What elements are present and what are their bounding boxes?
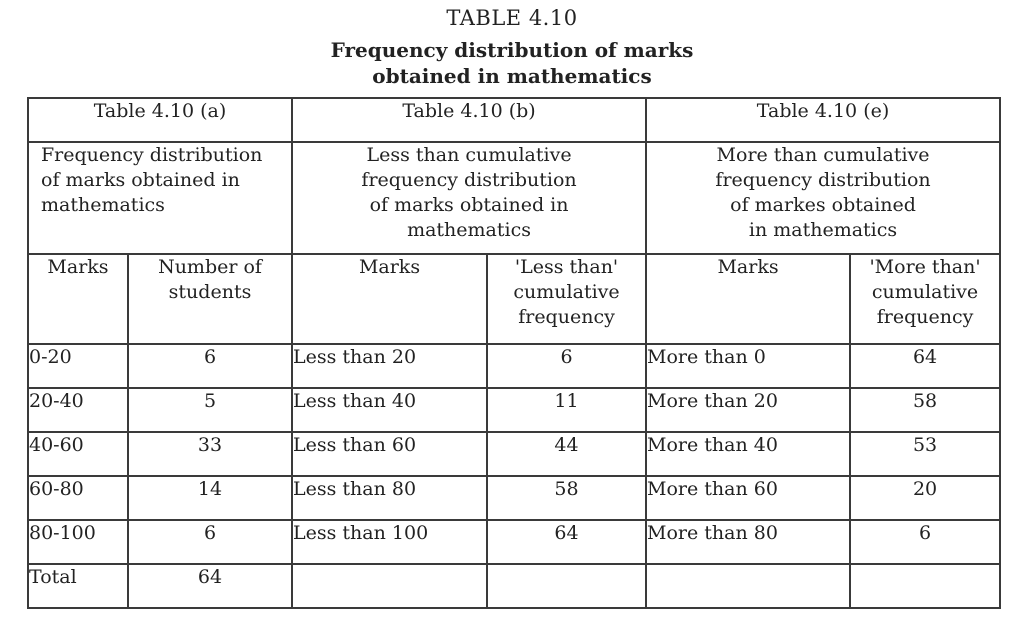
table-cell: Less than 80 xyxy=(292,476,487,520)
table-title-line-2: obtained in mathematics xyxy=(372,64,652,88)
table-cell xyxy=(292,564,487,608)
table-title-line-1: Frequency distribution of marks xyxy=(330,38,694,62)
table-cell xyxy=(850,564,1000,608)
frequency-distribution-table xyxy=(27,97,1001,609)
column-header-row xyxy=(28,254,1000,344)
table-cell: Less than 20 xyxy=(292,344,487,388)
table-cell: 6 xyxy=(850,520,1000,564)
table-cell: More than 40 xyxy=(646,432,850,476)
table-cell: 6 xyxy=(128,344,292,388)
table-cell: 64 xyxy=(128,564,292,608)
table-cell: Total xyxy=(28,564,128,608)
table-cell: 58 xyxy=(487,476,646,520)
table-row xyxy=(28,432,1000,476)
table-row xyxy=(28,388,1000,432)
table-cell: More than 60 xyxy=(646,476,850,520)
column-header: Number of students xyxy=(128,254,292,344)
table-cell: 53 xyxy=(850,432,1000,476)
table-cell: 80-100 xyxy=(28,520,128,564)
table-number: TABLE 4.10 xyxy=(446,6,578,30)
table-cell: 20-40 xyxy=(28,388,128,432)
sub-table-b-label: Table 4.10 (b) xyxy=(292,98,646,142)
sub-table-e-label: Table 4.10 (e) xyxy=(646,98,1000,142)
table-cell: 0-20 xyxy=(28,344,128,388)
table-cell: 33 xyxy=(128,432,292,476)
table-cell: More than 20 xyxy=(646,388,850,432)
table-cell: Less than 60 xyxy=(292,432,487,476)
sub-table-label-row xyxy=(28,98,1000,142)
table-row xyxy=(28,344,1000,388)
table-cell: More than 80 xyxy=(646,520,850,564)
column-header: Marks xyxy=(292,254,487,344)
table-cell: 60-80 xyxy=(28,476,128,520)
column-header: Marks xyxy=(646,254,850,344)
table-cell: More than 0 xyxy=(646,344,850,388)
table-cell: 11 xyxy=(487,388,646,432)
table-cell: 40-60 xyxy=(28,432,128,476)
table-row xyxy=(28,520,1000,564)
table-cell: 64 xyxy=(850,344,1000,388)
sub-table-a-label: Table 4.10 (a) xyxy=(28,98,292,142)
sub-table-description-row xyxy=(28,142,1000,254)
table-cell: 64 xyxy=(487,520,646,564)
sub-table-b-description: Less than cumulative frequency distribution of marks obtained in mathematics xyxy=(292,142,646,254)
table-row xyxy=(28,476,1000,520)
sub-table-a-description: Frequency distribution of marks obtained in mathematics xyxy=(28,142,292,254)
column-header: 'More than' cumulative frequency xyxy=(850,254,1000,344)
table-cell xyxy=(487,564,646,608)
column-header: Marks xyxy=(28,254,128,344)
table-cell xyxy=(646,564,850,608)
column-header: 'Less than' cumulative frequency xyxy=(487,254,646,344)
table-title xyxy=(0,37,1024,89)
table-cell: 6 xyxy=(487,344,646,388)
table-cell: 5 xyxy=(128,388,292,432)
table-cell: 44 xyxy=(487,432,646,476)
table-cell: 20 xyxy=(850,476,1000,520)
table-cell: 58 xyxy=(850,388,1000,432)
table-cell: Less than 100 xyxy=(292,520,487,564)
sub-table-e-description: More than cumulative frequency distribution of markes obtained in mathematics xyxy=(646,142,1000,254)
table-cell: 14 xyxy=(128,476,292,520)
total-row xyxy=(28,564,1000,608)
table-cell: 6 xyxy=(128,520,292,564)
table-cell: Less than 40 xyxy=(292,388,487,432)
